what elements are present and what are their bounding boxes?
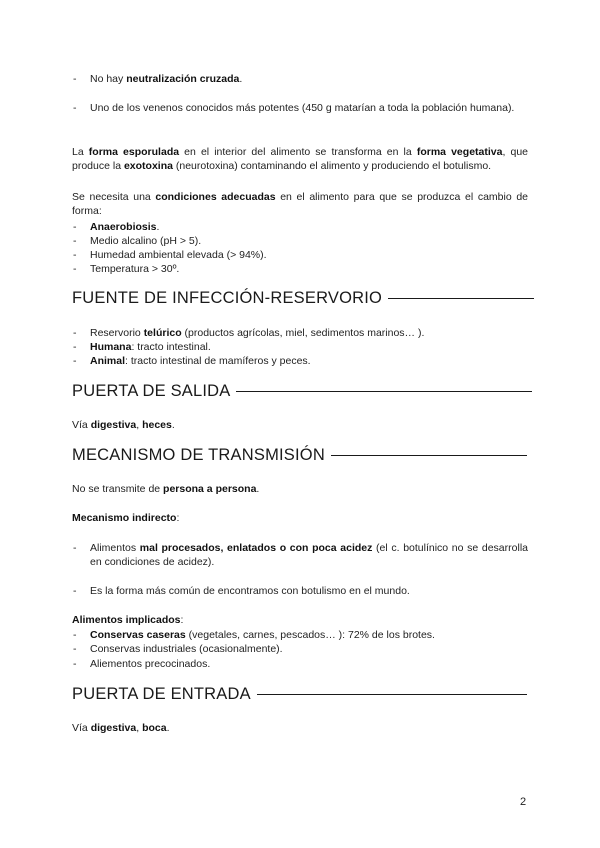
bullet-dash: - bbox=[73, 73, 77, 85]
list-item: - Humedad ambiental elevada (> 94%). bbox=[73, 249, 267, 261]
bullet-dash: - bbox=[73, 102, 77, 114]
paragraph: Alimentos implicados: bbox=[72, 614, 184, 626]
paragraph: Se necesita una condiciones adecuadas en el alimento para que se produzca el cambio de forma: bbox=[72, 191, 528, 217]
bullet-dash: - bbox=[73, 221, 77, 233]
paragraph: Vía digestiva, heces. bbox=[72, 419, 175, 431]
bullet-dash: - bbox=[73, 235, 77, 247]
heading-rule bbox=[236, 391, 532, 392]
list-item: - Humana: tracto intestinal. bbox=[73, 341, 211, 353]
list-item bbox=[73, 101, 528, 115]
list-item: - Conservas industriales (ocasionalmente). bbox=[73, 643, 283, 655]
bullet-dash: - bbox=[73, 585, 77, 597]
list-item bbox=[73, 72, 528, 86]
paragraph: No se transmite de persona a persona. bbox=[72, 483, 260, 495]
list-item: - Conservas caseras (vegetales, carnes, pescados… ): 72% de los brotes. bbox=[73, 629, 435, 641]
list-item: - Temperatura > 30º. bbox=[73, 263, 180, 275]
bullet-dash: - bbox=[73, 643, 77, 655]
bullet-dash: - bbox=[73, 355, 77, 367]
bullet-dash: - bbox=[73, 629, 77, 641]
section-heading: PUERTA DE SALIDA bbox=[72, 381, 532, 401]
section-heading: MECANISMO DE TRANSMISIÓN bbox=[72, 445, 527, 465]
heading-rule bbox=[257, 694, 527, 695]
list-item: - Anaerobiosis. bbox=[73, 221, 160, 233]
section-heading: PUERTA DE ENTRADA bbox=[72, 684, 527, 704]
list-item: - Animal: tracto intestinal de mamíferos y peces. bbox=[73, 355, 311, 367]
list-text: . bbox=[239, 73, 243, 85]
bullet-dash: - bbox=[73, 542, 77, 554]
paragraph: La forma esporulada en el interior del alimento se transforma en la forma vegetativa, que produce la exotoxina (neurotoxina) contaminando el alimento y produciendo el botulismo. bbox=[72, 146, 529, 172]
list-bold: neutralización cruzada bbox=[126, 73, 240, 85]
list-text: No hay bbox=[90, 73, 127, 85]
paragraph: Mecanismo indirecto: bbox=[72, 512, 180, 524]
section-heading: FUENTE DE INFECCIÓN-RESERVORIO bbox=[72, 288, 534, 308]
list-item: - Alimentos mal procesados, enlatados o con poca acidez (el c. botulínico no se desarrolla en condiciones de acidez). bbox=[73, 542, 528, 568]
bullet-dash: - bbox=[73, 249, 77, 261]
list-item: - Es la forma más común de encontramos con botulismo en el mundo. bbox=[73, 585, 410, 597]
paragraph: Vía digestiva, boca. bbox=[72, 722, 170, 734]
bullet-dash: - bbox=[73, 341, 77, 353]
list-text: Uno de los venenos conocidos más potentes (450 g matarían a toda la población humana). bbox=[90, 102, 515, 114]
list-item: - Aliementos precocinados. bbox=[73, 658, 211, 670]
list-item: - Reservorio telúrico (productos agrícolas, miel, sedimentos marinos… ). bbox=[73, 327, 425, 339]
page-number: 2 bbox=[520, 796, 527, 808]
bullet-dash: - bbox=[73, 327, 77, 339]
heading-rule bbox=[388, 298, 534, 299]
list-item: - Medio alcalino (pH > 5). bbox=[73, 235, 202, 247]
bullet-dash: - bbox=[73, 658, 77, 670]
bullet-dash: - bbox=[73, 263, 77, 275]
heading-rule bbox=[331, 455, 527, 456]
